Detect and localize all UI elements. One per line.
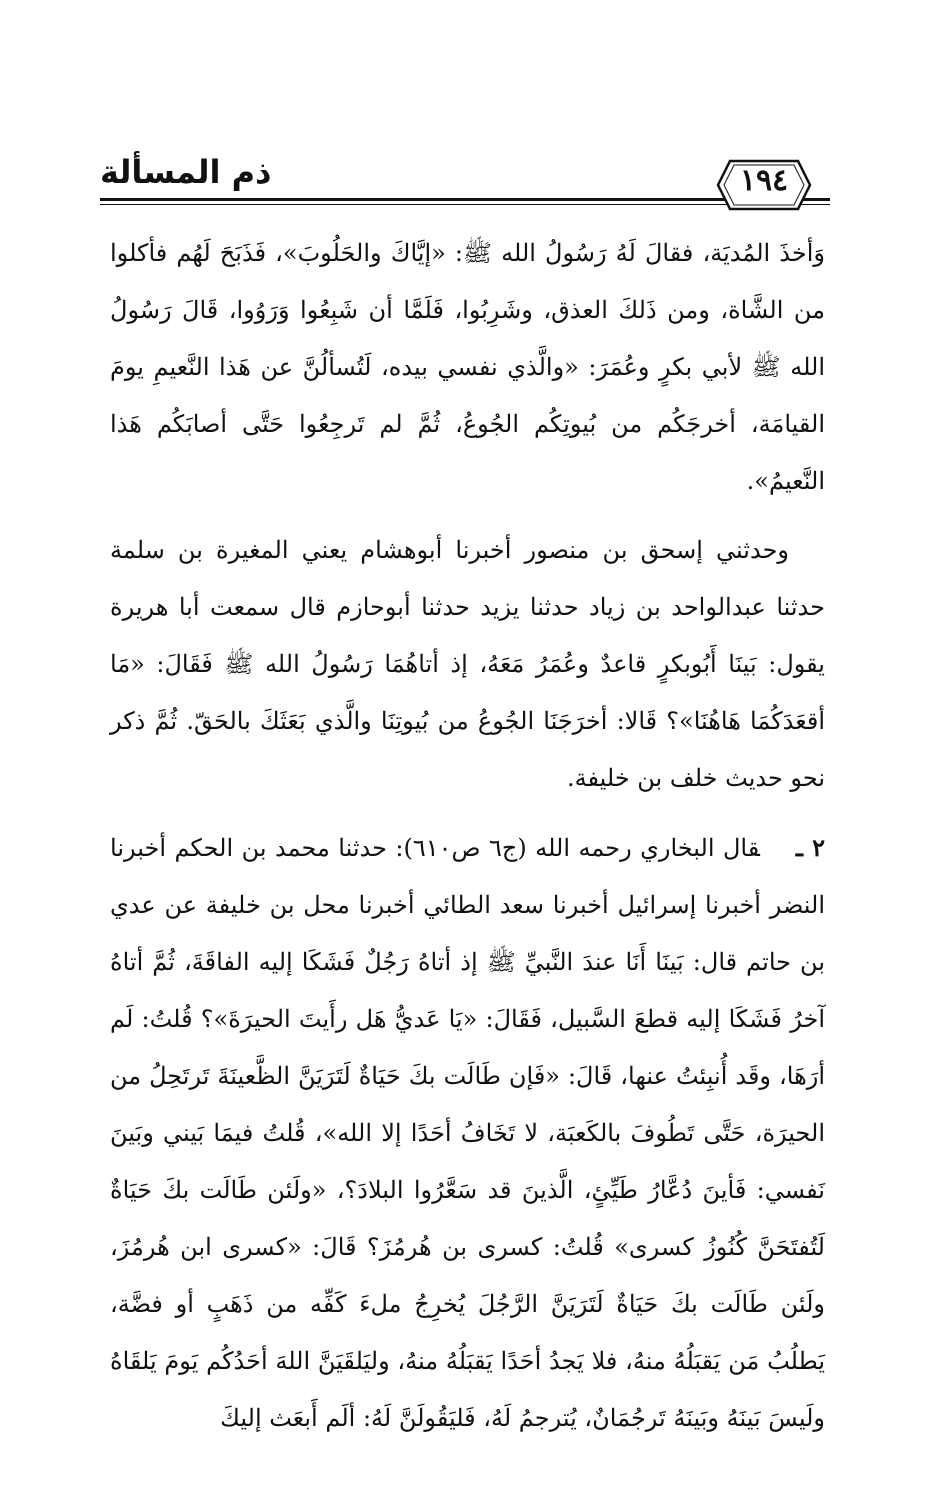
paragraph-2: وحدثني إسحق بن منصور أخبرنا أبوهشام يعني المغيرة بن سلمة حدثنا عبدالواحد بن زياد حدثنا يزيد حدثنا أبوحازم قال سمعت أبا هريرة يقول: بَينَا أَبُوبكرٍ قاعدٌ وعُمَرُ مَعَهُ، إذ أتاهُمَا رَسُولُ الله ﷺ فَقَالَ: «مَا أقعَدَكُمَا هَاهُنَا»؟ قَالا: أخرَجَنَا الجُوعُ من بُيوتِنَا والَّذي بَعَثَكَ بالحَقّ. ثُمَّ ذكر نحو حديث خلف بن خليفة. <box>110 536 825 792</box>
page-number: ١٩٤ <box>739 163 789 198</box>
paragraph-3-text: قال البخاري رحمه الله (ج٦ ص٦١٠): حدثنا محمد بن الحكم أخبرنا النضر أخبرنا إسرائيل أخبرنا سعد الطائي أخبرنا محل بن خليفة عن عدي بن حاتم قال: بَينَا أَنَا عندَ النَّبيِّ ﷺ إذ أتاهُ رَجُلٌ فَشَكَا إليه الفاقَةَ، ثُمَّ أتاهُ آخرُ فَشَكَا إليه قطعَ السَّبيل، فَقَالَ: «يَا عَديُّ هَل رأَيتَ الحيرَةَ»؟ قُلتُ: لَم أرَهَا، وقَد أُنبِئتُ عنها، قَالَ: «فَإن طَالَت بكَ حَيَاةٌ لَتَرَيَنَّ الظَّعينَةَ تَرتَحِلُ من الحيرَة، حَتَّى تَطُوفَ بالكَعبَة، لا تَخَافُ أحَدًا إلا الله»، قُلتُ فيمَا بَيني وبَينَ نَفسي: فَأينَ دُعَّارُ طَيِّئٍ، الَّذينَ قد سَعَّرُوا البلادَ؟، «ولَئن طَالَت بكَ حَيَاةٌ لَتُفتَحَنَّ كُنُوزُ كسرى» قُلتُ: كسرى بن هُرمُزَ؟ قَالَ: «كسرى ابن هُرمُزَ، ولَئن طَالَت بكَ حَيَاةٌ لَتَرَيَنَّ الرَّجُلَ يُخرِجُ ملءَ كَفِّه من ذَهَبٍ أو فضَّة، يَطلُبُ مَن يَقبَلُهُ منهُ، فلا يَجدُ أحَدًا يَقبَلُهُ منهُ، وليَلقَيَنَّ اللهَ أحَدُكُم يَومَ يَلقَاهُ ولَيسَ بَينَهُ وبَينَهُ تَرجُمَانٌ، يُترجمُ لَهُ، فَليَقُولَنَّ لَهُ: ألَم أَبعَث إليكَ <box>110 834 825 1432</box>
running-title: ذم المسألة <box>100 153 272 191</box>
paragraph-3 <box>110 819 825 1447</box>
page-number-badge <box>708 153 820 217</box>
page-body <box>110 225 825 1447</box>
hadith-number: ٢ ـ <box>795 833 826 862</box>
page-header <box>100 135 830 215</box>
paragraph-1: وَأخذَ المُديَة، فقالَ لَهُ رَسُولُ الله ﷺ: «إيَّاكَ والحَلُوبَ»، فَذَبَحَ لَهُم فأكلوا من الشَّاة، ومن ذَلكَ العذق، وشَرِبُوا، فَلَمَّا أن شَبِعُوا وَرَوُوا، قَالَ رَسُولُ الله ﷺ لأبي بكرٍ وعُمَرَ: «والَّذي نفسي بيده، لَتُسألُنَّ عن هَذا النَّعيمِ يومَ القيامَة، أخرجَكُم من بُيوتِكُم الجُوعُ، ثُمَّ لم تَرجِعُوا حَتَّى أصابَكُم هَذا النَّعيمُ». <box>110 239 826 495</box>
